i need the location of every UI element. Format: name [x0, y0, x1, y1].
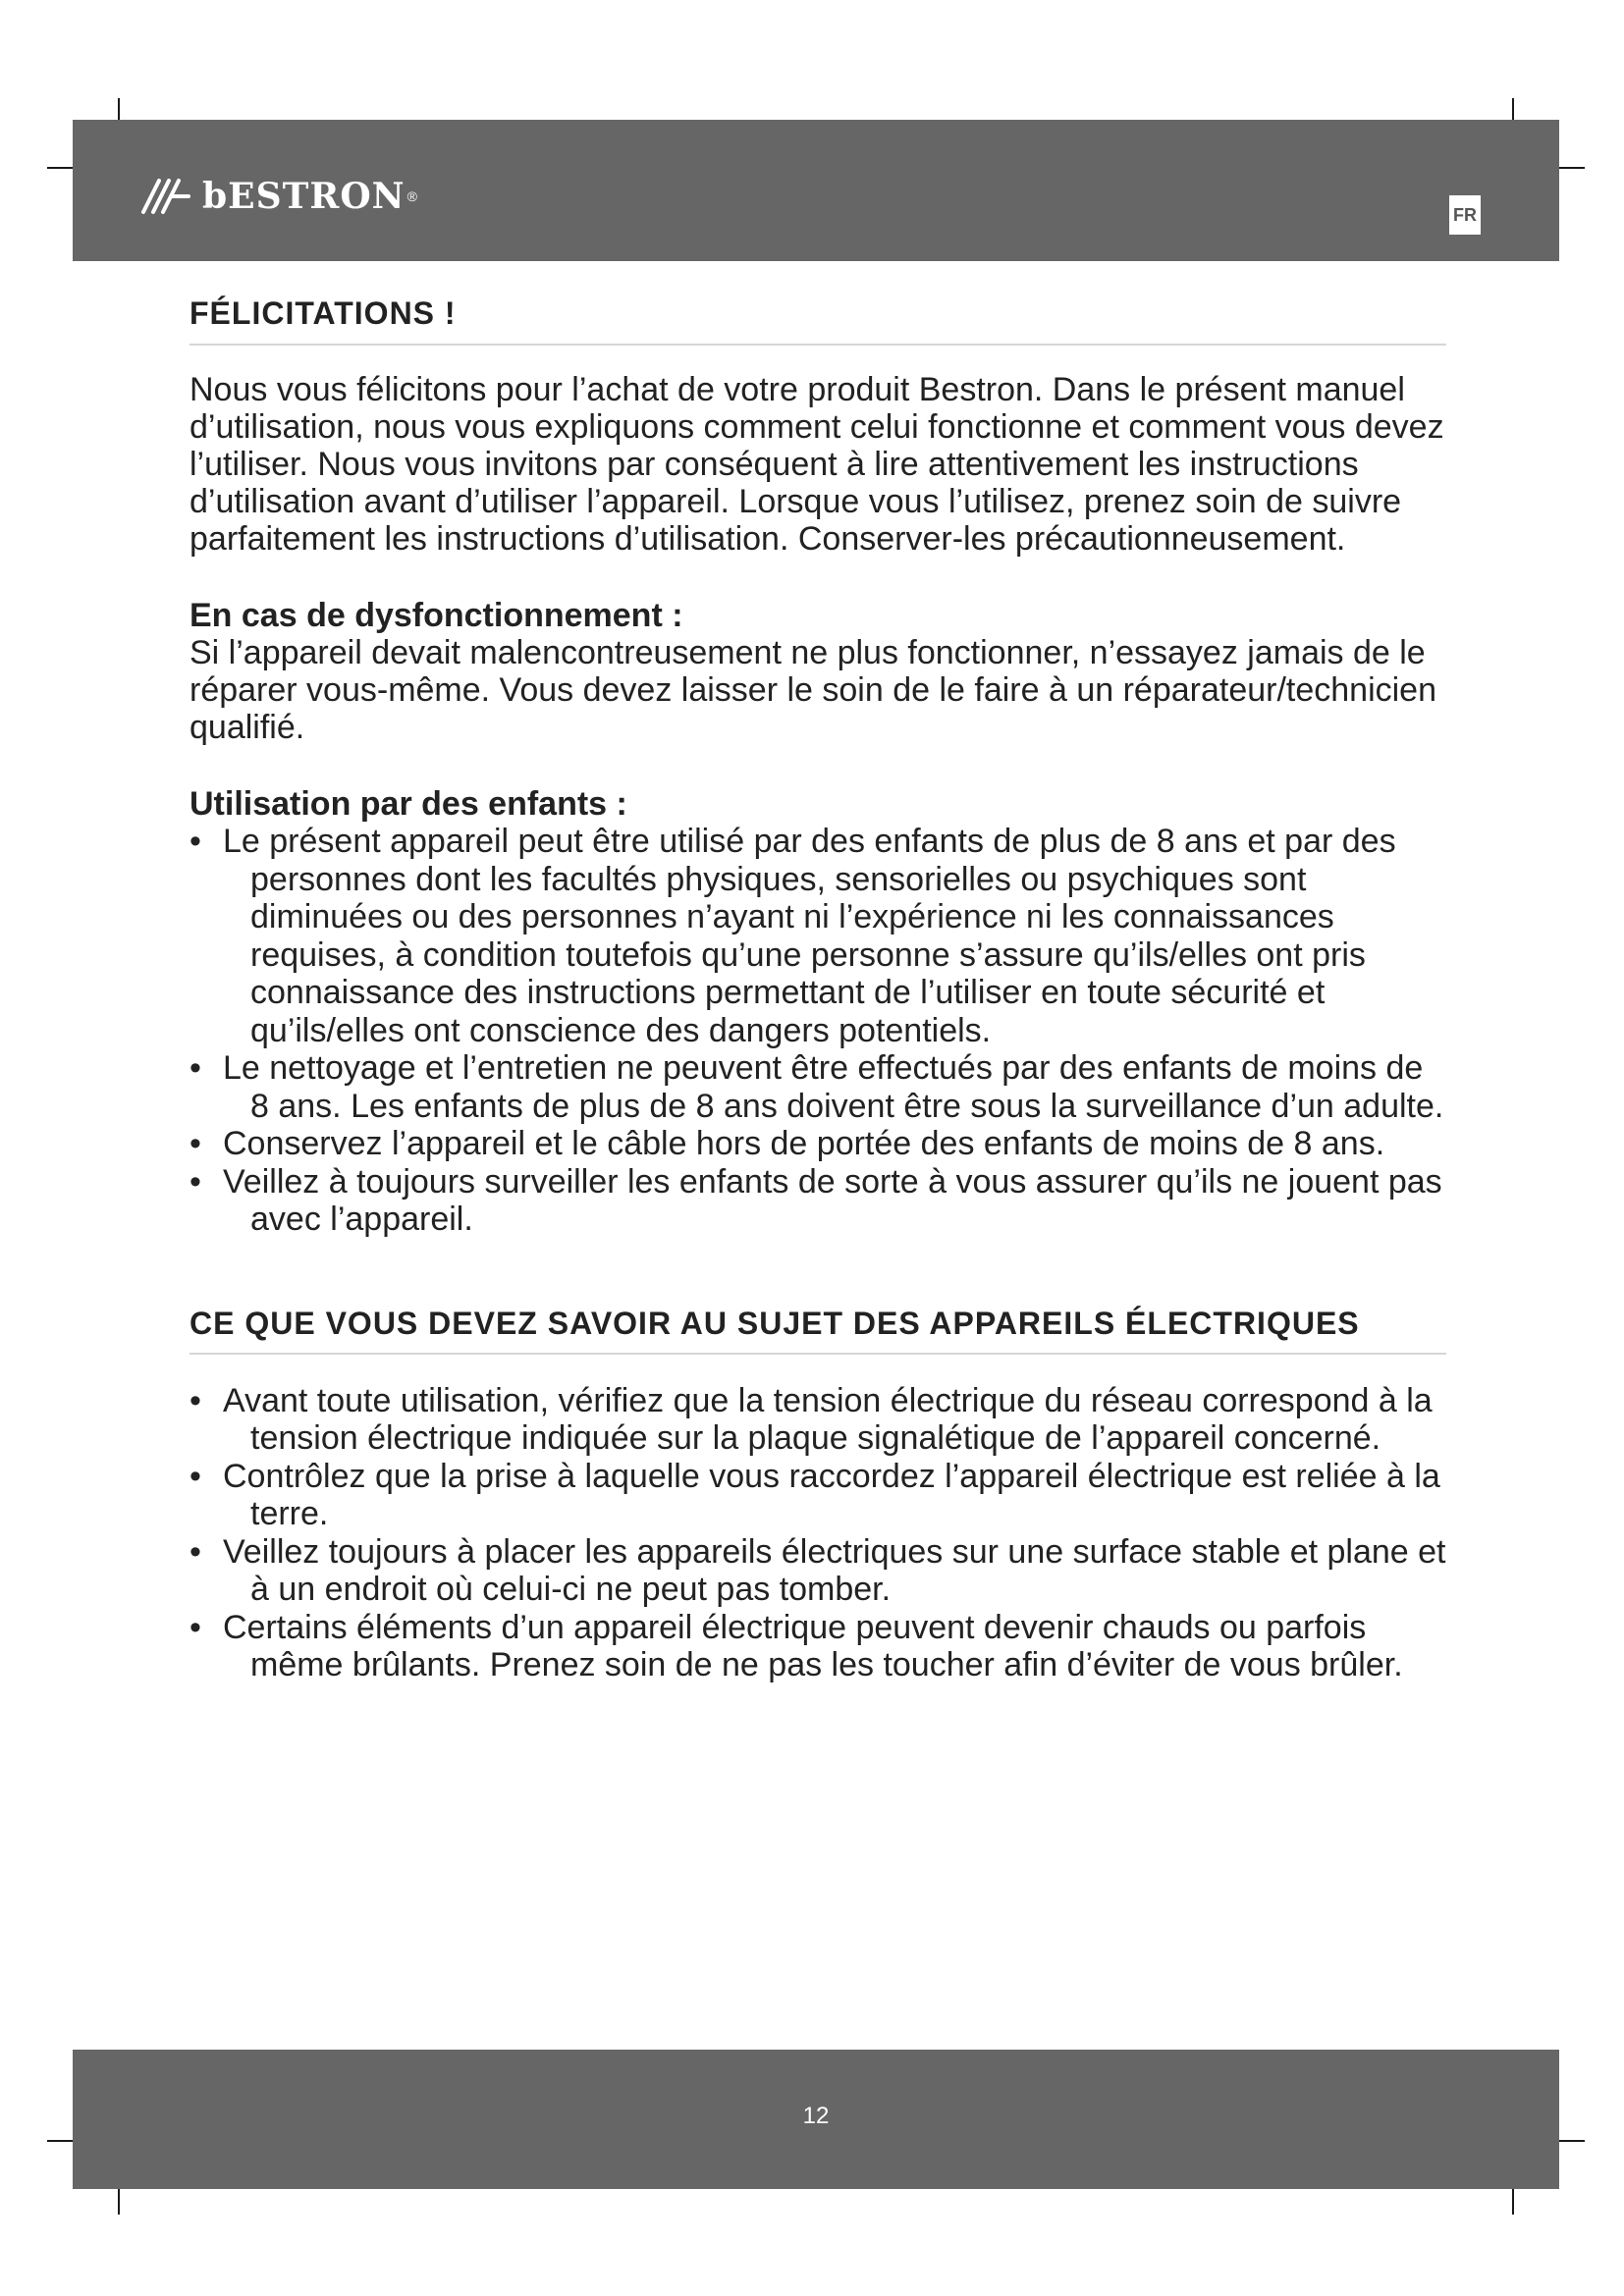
children-title: Utilisation par des enfants : — [189, 785, 627, 823]
brand-name: bESTRON — [202, 176, 406, 217]
bullet-icon: • — [189, 1049, 201, 1087]
section-title-electrical: CE QUE VOUS DEVEZ SAVOIR AU SUJET DES APPAREILS ÉLECTRIQUES — [189, 1306, 1446, 1355]
malfunction-text: Si l’appareil devait malencontreusement ne plus fonctionner, n’essayez jamais de le réparer vous-même. Vous devez laisser le soin de le faire à un réparateur/technicien qualifié. — [189, 634, 1437, 746]
list-item: • Avant toute utilisation, vérifiez que la tension électrique du réseau correspond à la tension électrique indiquée sur la plaque signalétique de l’appareil concerné. — [189, 1381, 1433, 1457]
list-item: • Veillez à toujours surveiller les enfants de sorte à vous assurer qu’ils ne jouent pas avec l’appareil. — [189, 1162, 1442, 1238]
section-title-congratulations: FÉLICITATIONS ! — [189, 294, 1446, 346]
list-item: • Contrôlez que la prise à laquelle vous raccordez l’appareil électrique est reliée à la terre. — [189, 1457, 1440, 1532]
page-content — [189, 294, 1446, 1684]
congratulations-text: Nous vous félicitons pour l’achat de votre produit Bestron. Dans le présent manuel d’utilisation, nous vous expliquons comment celui fonctionne et comment vous devez l’utiliser. Nous vous invitons par conséquent à lire attentivement les instructions d’utilisation avant d’utiliser l’appareil. Lorsque vous l’utilisez, prenez soin de suivre parfaitement les instructions d’utilisation. Conserver-les précautionneusement. — [189, 371, 1444, 558]
header-band — [73, 120, 1559, 261]
page-number: 12 — [802, 2103, 830, 2129]
children-list — [189, 823, 1446, 1239]
brand-logo — [139, 175, 417, 218]
bullet-icon: • — [189, 823, 201, 860]
bullet-icon: • — [189, 1457, 201, 1495]
footer-band — [73, 2050, 1559, 2189]
bullet-icon: • — [189, 1532, 201, 1571]
electrical-list — [189, 1382, 1446, 1684]
bullet-icon: • — [189, 1608, 201, 1646]
language-badge: FR — [1449, 195, 1481, 235]
list-item: • Le présent appareil peut être utilisé par des enfants de plus de 8 ans et par des personnes dont les facultés physiques, sensorielles ou psychiques sont diminuées ou des personnes n’ayant ni l’expérience ni les connaissances requises, à condition toutefois qu’une personne s’assure qu’ils/elles ont pris connaissance des instructions permettant de l’utiliser en toute sécurité et qu’ils/elles ont conscience des dangers potentiels. — [189, 823, 1396, 1049]
list-item: • Le nettoyage et l’entretien ne peuvent être effectués par des enfants de moins de 8 ans. Les enfants de plus de 8 ans doivent être sous la surveillance d’un adulte. — [189, 1049, 1444, 1125]
list-item: • Veillez toujours à placer les appareils électriques sur une surface stable et plane et à un endroit où celui-ci ne peut pas tomber. — [189, 1532, 1446, 1608]
list-item: • Conservez l’appareil et le câble hors de portée des enfants de moins de 8 ans. — [189, 1125, 1385, 1162]
registered-mark: ® — [406, 188, 417, 204]
bullet-icon: • — [189, 1381, 201, 1419]
malfunction-title: En cas de dysfonctionnement : — [189, 597, 683, 634]
brand-chevron-icon — [139, 177, 192, 216]
bullet-icon: • — [189, 1162, 201, 1201]
list-item: • Certains éléments d’un appareil électrique peuvent devenir chauds ou parfois même brûlants. Prenez soin de ne pas les toucher afin d’éviter de vous brûler. — [189, 1608, 1403, 1683]
bullet-icon: • — [189, 1125, 201, 1162]
